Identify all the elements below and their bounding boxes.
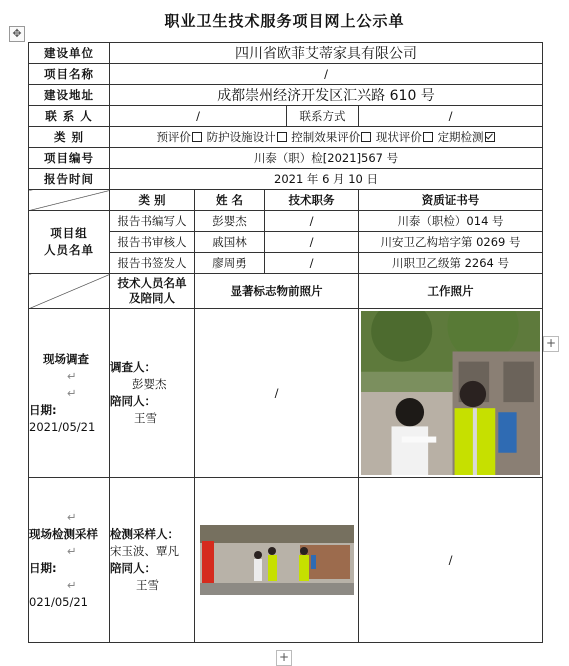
- title-cell: /: [265, 211, 359, 232]
- option-pre-eval[interactable]: 预评价: [156, 130, 203, 144]
- sampling-label-cell: ↵ 现场检测采样 ↵ 日期: ↵ 021/05/21: [29, 478, 110, 643]
- escort-name: 王雪: [134, 411, 157, 425]
- sampling-date-label: 日期:: [29, 561, 57, 575]
- row-category: [29, 127, 543, 148]
- header-role: 类 别: [110, 190, 195, 211]
- survey-date: 2021/05/21: [29, 419, 96, 434]
- survey-label-cell: 现场调查 ↵ ↵ 日期: 2021/05/21: [29, 309, 110, 478]
- checkbox-periodic: [485, 132, 495, 142]
- sampling-staff-cell: [110, 478, 195, 643]
- checkbox-pre-eval: [192, 132, 202, 142]
- project-label: 项目名称: [29, 64, 110, 85]
- row-contact: [29, 106, 543, 127]
- table-row: [29, 211, 543, 232]
- cert-cell: 川安卫乙构培字第 0269 号: [359, 232, 543, 253]
- row-date: [29, 169, 543, 190]
- diagonal-cell: [29, 274, 110, 309]
- phone-value: /: [359, 106, 543, 127]
- personnel-section-label: 项目组 人员名单: [29, 211, 110, 274]
- name-cell: 戚国林: [195, 232, 265, 253]
- title-cell: /: [265, 232, 359, 253]
- work-photo-cell: [359, 478, 543, 643]
- option-periodic[interactable]: 定期检测: [438, 130, 496, 144]
- page-title: 职业卫生技术服务项目网上公示单: [164, 12, 405, 30]
- option-design[interactable]: 防护设施设计: [207, 130, 288, 144]
- survey-label: 现场调查: [43, 351, 89, 366]
- name-cell: 彭婴杰: [195, 211, 265, 232]
- option-control[interactable]: 控制效果评价: [291, 130, 372, 144]
- header-cert: 资质证书号: [359, 190, 543, 211]
- photos-header-row: [29, 274, 543, 309]
- landmark-photo-cell: [195, 309, 359, 478]
- header-name: 姓 名: [195, 190, 265, 211]
- diagonal-cell: [29, 190, 110, 211]
- row-project: [29, 64, 543, 85]
- unit-value: 四川省欧菲艾蒂家具有限公司: [110, 43, 543, 64]
- work-photo-image: [361, 311, 540, 475]
- investigator-label: 调查人：: [110, 360, 156, 374]
- notice-table: [28, 42, 543, 643]
- landmark-photo-cell: [195, 478, 359, 643]
- work-photo-cell: [359, 309, 543, 478]
- sampling-date: 021/05/21: [29, 595, 88, 609]
- checkbox-status: [423, 132, 433, 142]
- unit-label: 建设单位: [29, 43, 110, 64]
- option-status[interactable]: 现状评价: [376, 130, 434, 144]
- phone-label: 联系方式: [287, 106, 359, 127]
- date-label: 报告时间: [29, 169, 110, 190]
- project-value: /: [110, 64, 543, 85]
- category-label: 类 别: [29, 127, 110, 148]
- escort-label: 陪同人：: [110, 394, 156, 408]
- row-number: [29, 148, 543, 169]
- survey-row: [29, 309, 543, 478]
- number-label: 项目编号: [29, 148, 110, 169]
- header-tech-staff: 技术人员名单 及陪同人: [110, 274, 195, 309]
- row-address: [29, 85, 543, 106]
- sampling-label: 现场检测采样: [29, 527, 98, 541]
- sampler-names: 宋玉波、覃凡: [110, 544, 179, 558]
- landmark-placeholder: /: [274, 386, 279, 400]
- checkbox-design: [277, 132, 287, 142]
- add-column-icon[interactable]: +: [543, 336, 559, 352]
- address-label: 建设地址: [29, 85, 110, 106]
- escort-name: 王雪: [136, 578, 159, 592]
- survey-date-label: 日期:: [29, 402, 57, 417]
- table-move-handle-icon[interactable]: ✥: [9, 26, 25, 42]
- date-value: 2021 年 6 月 10 日: [110, 169, 543, 190]
- checkbox-control: [361, 132, 371, 142]
- add-row-icon[interactable]: +: [276, 650, 292, 666]
- work-photo-placeholder: /: [448, 553, 453, 567]
- role-cell: 报告书审核人: [110, 232, 195, 253]
- header-work-photo: 工作照片: [359, 274, 543, 309]
- address-value: 成都崇州经济开发区汇兴路 610 号: [110, 85, 543, 106]
- cert-cell: 川泰（职检）014 号: [359, 211, 543, 232]
- name-cell: 廖周勇: [195, 253, 265, 274]
- header-title: 技术职务: [265, 190, 359, 211]
- survey-staff-cell: [110, 309, 195, 478]
- category-options: [110, 127, 543, 148]
- sampler-label: 检测采样人：: [110, 527, 179, 541]
- investigator-name: 彭婴杰: [132, 377, 167, 391]
- role-cell: 报告书签发人: [110, 253, 195, 274]
- personnel-header-row: [29, 190, 543, 211]
- row-unit: [29, 43, 543, 64]
- contact-label: 联 系 人: [29, 106, 110, 127]
- role-cell: 报告书编写人: [110, 211, 195, 232]
- header-landmark-photo: 显著标志物前照片: [195, 274, 359, 309]
- landmark-photo-image: [200, 525, 354, 595]
- contact-value: /: [110, 106, 287, 127]
- title-cell: /: [265, 253, 359, 274]
- number-value: 川泰（职）检[2021]567 号: [110, 148, 543, 169]
- escort-label: 陪同人：: [110, 561, 156, 575]
- cert-cell: 川职卫乙级第 2264 号: [359, 253, 543, 274]
- sampling-row: [29, 478, 543, 643]
